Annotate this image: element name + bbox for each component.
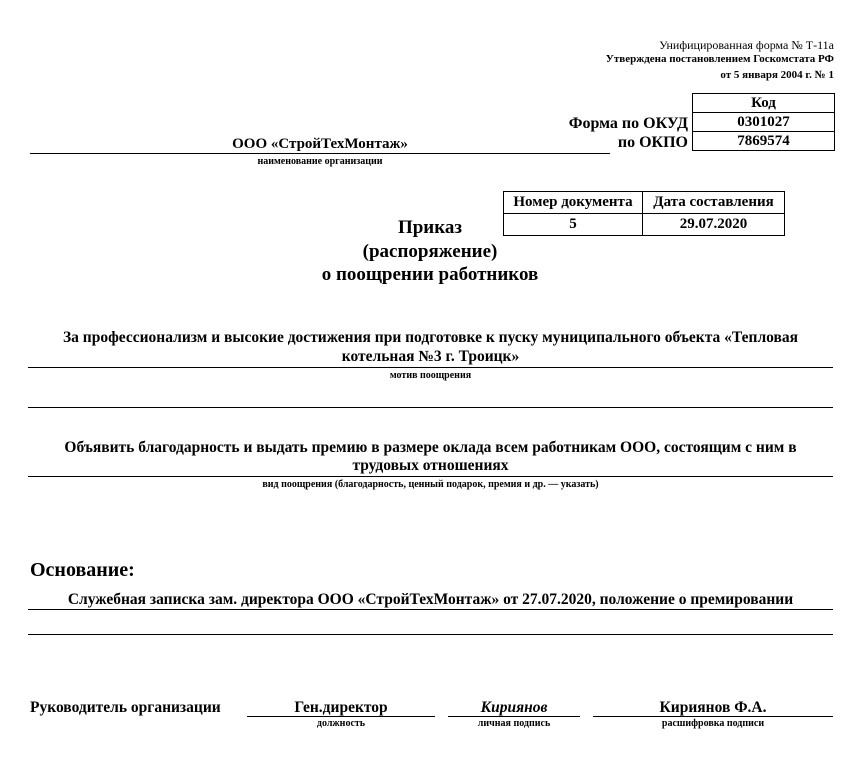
okpo-value: 7869574 bbox=[693, 132, 835, 151]
unified-form-label: Унифицированная форма № Т-11а bbox=[659, 38, 834, 52]
signature-position: Ген.директор bbox=[294, 699, 388, 716]
signature-label: Руководитель организации bbox=[30, 699, 221, 716]
motive-line bbox=[28, 367, 833, 368]
approval-note: Утверждена постановлением Госкомстата РФ bbox=[605, 53, 834, 65]
signature-name: Кириянов Ф.А. bbox=[659, 699, 767, 716]
basis-text: Служебная записка зам. директора ООО «СтройТехМонтаж» от 27.07.2020, положение о премировании bbox=[67, 591, 794, 608]
organization-caption: наименование организации bbox=[257, 156, 383, 167]
reward-text-line1: Объявить благодарность и выдать премию в размере оклада всем работникам ООО, состоящим с ним в bbox=[64, 439, 797, 456]
okpo-label: по ОКПО bbox=[617, 134, 688, 151]
organization-name: ООО «СтройТехМонтаж» bbox=[232, 136, 408, 152]
organization-line bbox=[30, 153, 610, 154]
basis-label: Основание: bbox=[30, 559, 135, 581]
okud-label: Форма по ОКУД bbox=[568, 115, 688, 132]
document-number-header: Номер документа bbox=[504, 192, 643, 214]
approval-date: от 5 января 2004 г. № 1 bbox=[720, 69, 834, 81]
signature-sign-caption: личная подпись bbox=[477, 718, 551, 729]
reward-line bbox=[28, 476, 833, 477]
motive-caption: мотив поощрения bbox=[389, 370, 472, 381]
motive-extra-line bbox=[28, 407, 833, 408]
reward-caption: вид поощрения (благодарность, ценный подарок, премия и др. — указать) bbox=[262, 479, 599, 490]
signature-sign-line bbox=[448, 716, 580, 717]
signature-name-caption: расшифровка подписи bbox=[661, 718, 765, 729]
title-line3: о поощрении работников bbox=[321, 264, 539, 285]
reward-text-line2: трудовых отношениях bbox=[352, 457, 509, 474]
title-line1: Приказ bbox=[397, 217, 463, 238]
title-line2: (распоряжение) bbox=[362, 241, 498, 262]
motive-text-line1: За профессионализм и высокие достижения при подготовке к пуску муниципального объекта «Тепловая bbox=[62, 329, 799, 346]
code-header: Код bbox=[693, 94, 835, 113]
personal-signature: Кириянов bbox=[480, 699, 548, 716]
motive-text-line2: котельная №3 г. Троицк» bbox=[341, 348, 520, 365]
document-date-header: Дата составления bbox=[643, 192, 785, 214]
basis-extra-line bbox=[28, 634, 833, 635]
document-date: 29.07.2020 bbox=[643, 214, 785, 236]
signature-position-caption: должность bbox=[316, 718, 366, 729]
document-number: 5 bbox=[504, 214, 643, 236]
signature-position-line bbox=[247, 716, 435, 717]
codes-table bbox=[692, 93, 835, 151]
basis-line bbox=[28, 609, 833, 610]
signature-name-line bbox=[593, 716, 833, 717]
okud-value: 0301027 bbox=[693, 113, 835, 132]
